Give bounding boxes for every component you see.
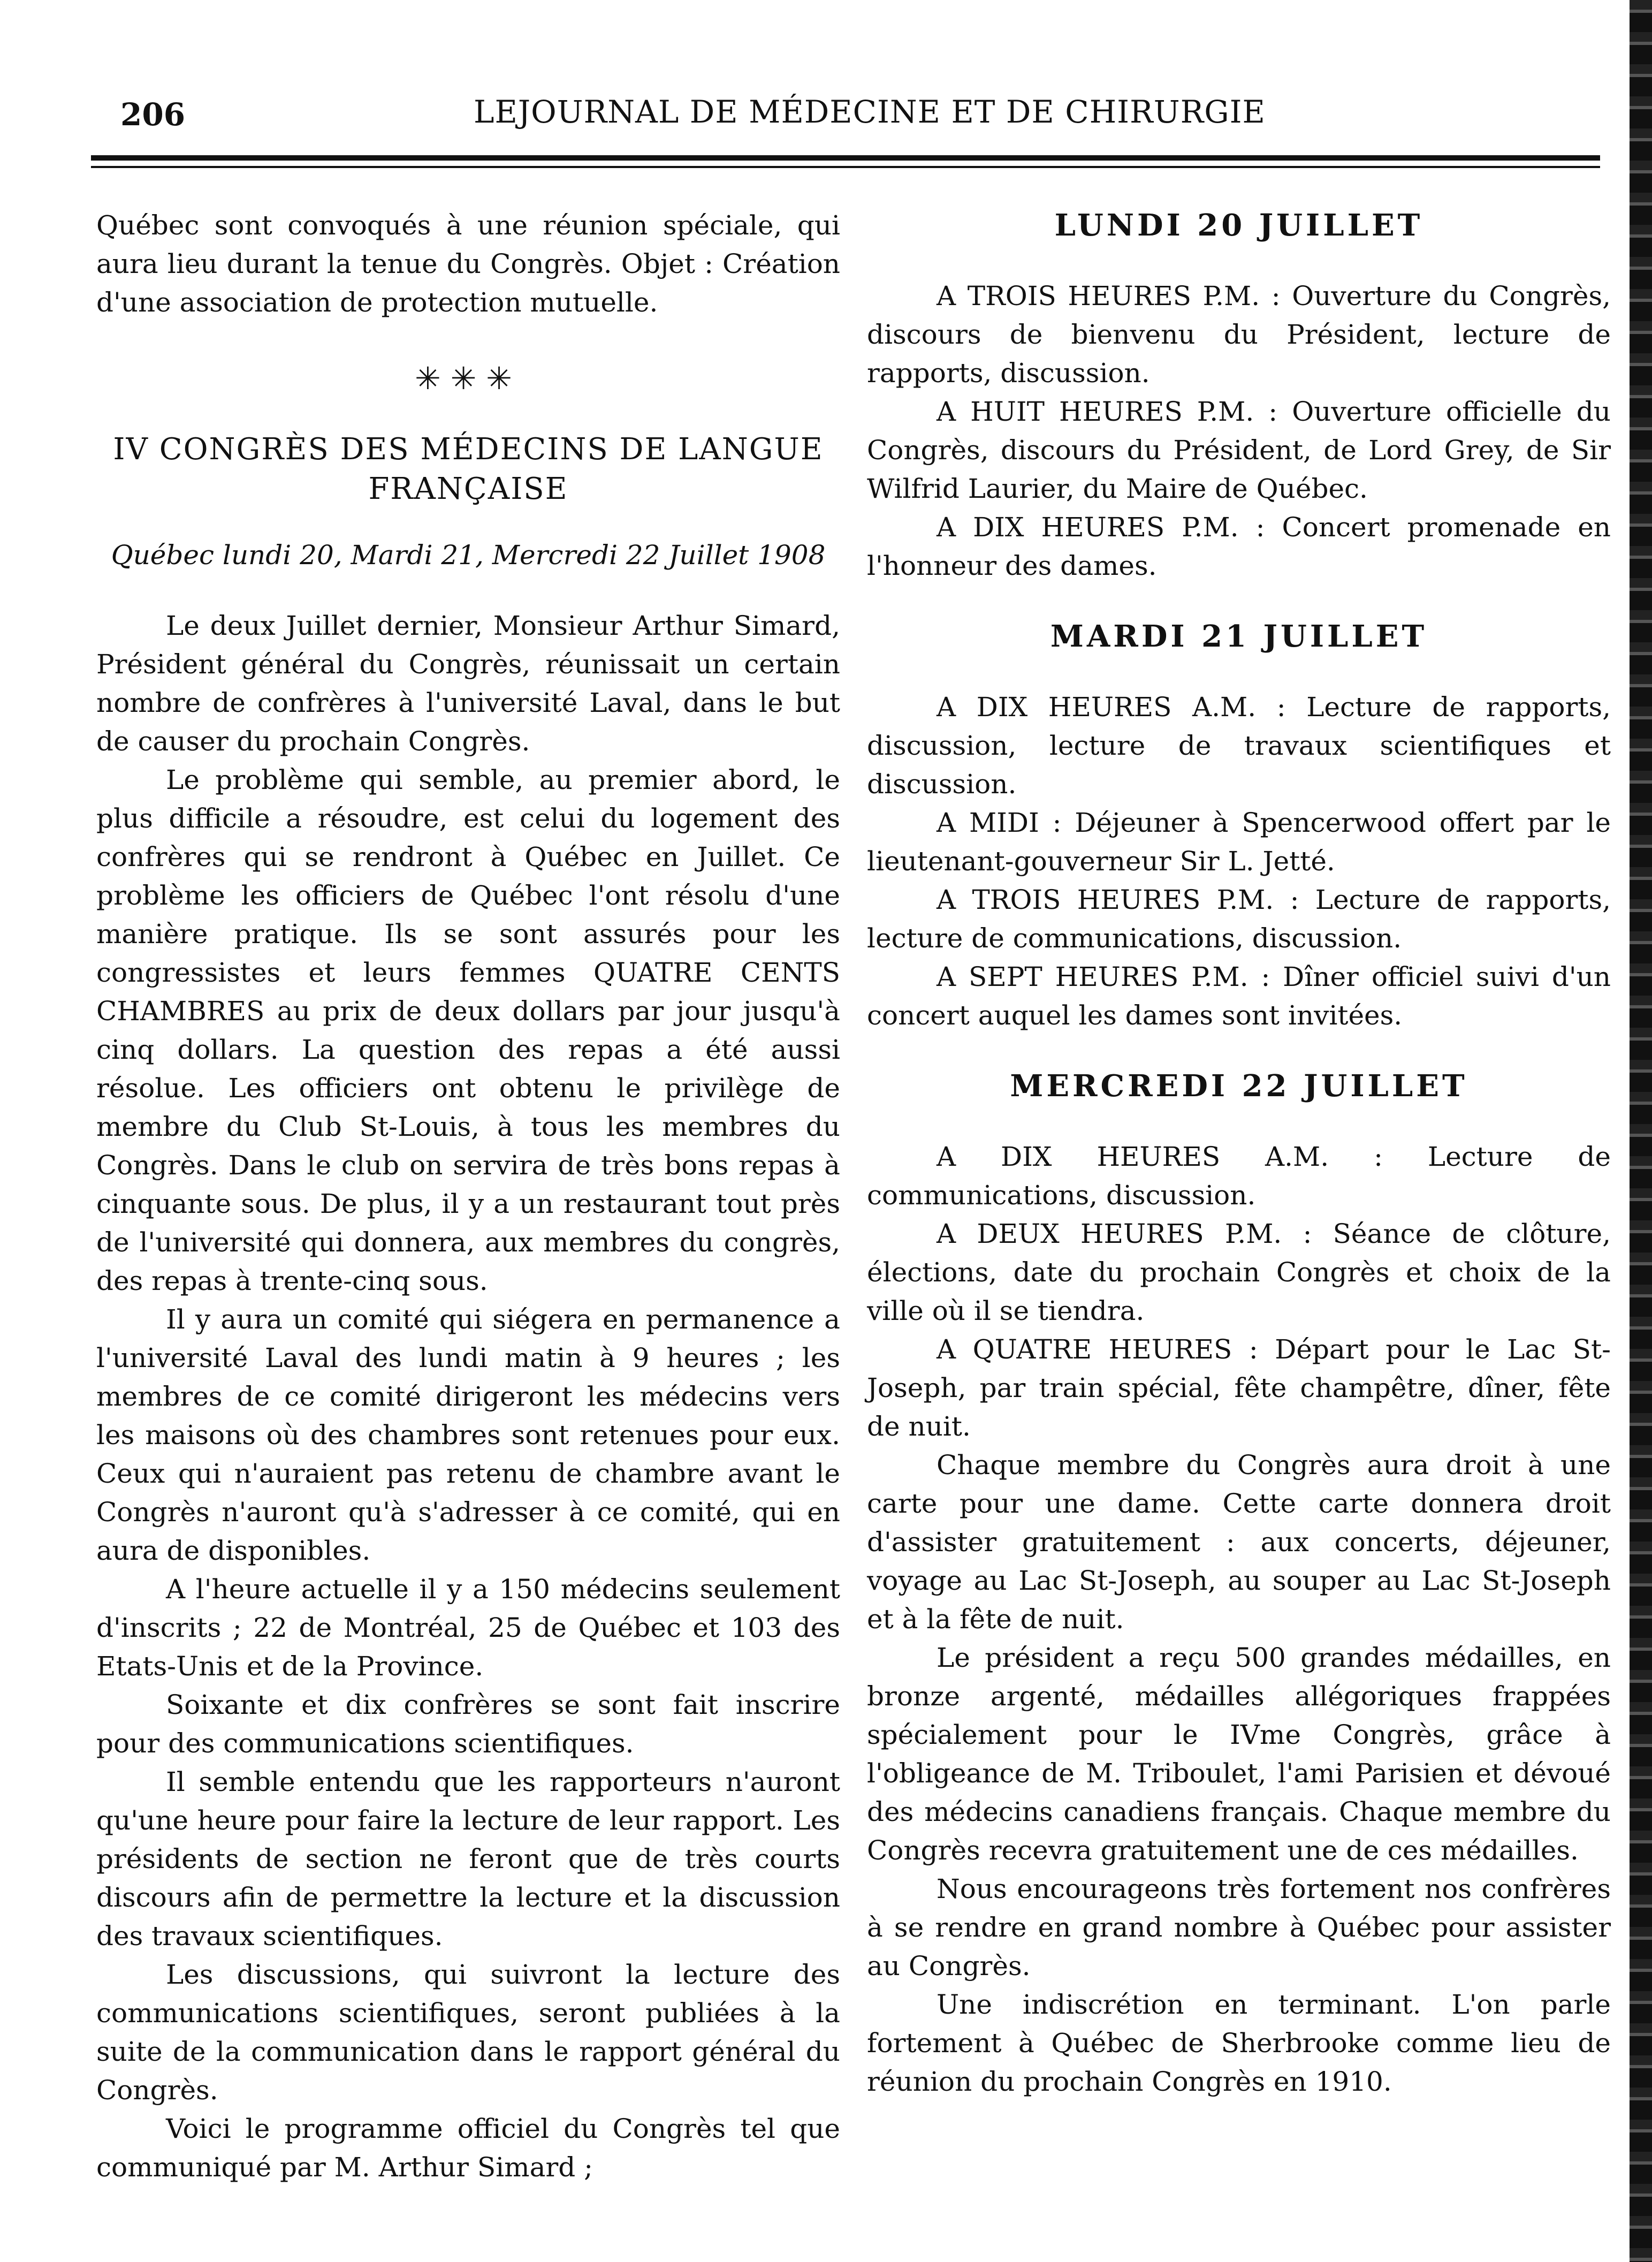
- paragraph: A l'heure actuelle il y a 150 médecins seulement d'inscrits ; 22 de Montréal, 25 de Québec et 103 des Etats-Unis et de la Province.: [96, 1574, 840, 1682]
- paragraph: Nous encourageons très fortement nos confrères à se rendre en grand nombre à Québec pour assister au Congrès.: [867, 1873, 1611, 1982]
- section-separator-asterisks: ✳✳✳: [415, 360, 522, 397]
- page-number: 206: [120, 96, 186, 133]
- program-item: A TROIS HEURES P.M. : Lecture de rapports, lecture de communications, discussion.: [867, 884, 1611, 954]
- paragraph: Le président a reçu 500 grandes médailles, en bronze argenté, médailles allégoriques frappées spécialement pour le IVme Congrès, grâce à l'obligeance de M. Triboulet, l'ami Parisien et dévoué des médecins canadiens français. Chaque membre du Congrès recevra gratuitement une de ces médailles.: [867, 1642, 1611, 1866]
- page-edge-scan-border: [1630, 0, 1652, 2262]
- page-header: [91, 91, 1600, 139]
- spacer: [867, 585, 1611, 617]
- paragraph: Le problème qui semble, au premier abord, le plus difficile a résoudre, est celui du logement des confrères qui se rendront à Québec en Juillet. Ce problème les officiers de Québec l'ont résolu d'une manière pratique. Ils se sont assurés pour les congressistes et leurs femmes QUATRE CENTS CHAMBRES au prix de deux dollars par jour jusqu'à cinq dollars. La question des repas a été aussi résolue. Les officiers ont obtenu le privilège de membre du Club St-Louis, à tous les membres du Congrès. Dans le club on servira de très bons repas à cinquante sous. De plus, il y a un restaurant tout près de l'université qui donnera, aux membres du congrès, des repas à trente-cinq sous.: [96, 764, 840, 1296]
- paragraph: Soixante et dix confrères se sont fait inscrire pour des communications scientifiques.: [96, 1689, 840, 1759]
- right-column: [867, 206, 1611, 2112]
- header-rule-thick: [91, 155, 1600, 161]
- left-column: [96, 206, 840, 2183]
- running-title: LEJOURNAL DE MÉDECINE ET DE CHIRURGIE: [474, 94, 1266, 130]
- paragraph: Voici le programme officiel du Congrès tel que communiqué par M. Arthur Simard ;: [96, 2113, 840, 2183]
- program-item: A HUIT HEURES P.M. : Ouverture officielle du Congrès, discours du Président, de Lord Grey, de Sir Wilfrid Laurier, du Maire de Québec.: [867, 396, 1611, 504]
- paragraph: Il y aura un comité qui siégera en permanence a l'université Laval des lundi matin à 9 heures ; les membres de ce comité dirigeront les médecins vers les maisons où des chambres sont retenues pour eux. Ceux qui n'auraient pas retenu de chambre avant le Congrès n'auront qu'à s'adresser à ce comité, qui en aura de disponibles.: [96, 1304, 840, 1566]
- header-rule-thin: [91, 166, 1600, 168]
- program-item: A MIDI : Déjeuner à Spencerwood offert par le lieutenant-gouverneur Sir L. Jetté.: [867, 807, 1611, 877]
- program-item: A DIX HEURES A.M. : Lecture de rapports, discussion, lecture de travaux scientifiques et discussion.: [867, 692, 1611, 800]
- paragraph: Une indiscrétion en terminant. L'on parle fortement à Québec de Sherbrooke comme lieu de réunion du prochain Congrès en 1910.: [867, 1989, 1611, 2097]
- paragraph: Les discussions, qui suivront la lecture des communications scientifiques, seront publiées à la suite de la communication dans le rapport général du Congrès.: [96, 1959, 840, 2106]
- program-item: A DEUX HEURES P.M. : Séance de clôture, élections, date du prochain Congrès et choix de la ville où il se tiendra.: [867, 1218, 1611, 1326]
- program-item: A DIX HEURES P.M. : Concert promenade en l'honneur des dames.: [867, 512, 1611, 581]
- section-title: IV CONGRÈS DES MÉDECINS DE LANGUE FRANÇAISE: [113, 432, 824, 506]
- program-item: A QUATRE HEURES : Départ pour le Lac St-Joseph, par train spécial, fête champêtre, dîner, fête de nuit.: [867, 1334, 1611, 1442]
- day-heading-mercredi: MERCREDI 22 JUILLET: [1010, 1068, 1468, 1104]
- paragraph: Il semble entendu que les rapporteurs n'auront qu'une heure pour faire la lecture de leur rapport. Les présidents de section ne feront que de très courts discours afin de permettre la lecture et la discussion des travaux scientifiques.: [96, 1766, 840, 1952]
- day-heading-mardi: MARDI 21 JUILLET: [1050, 619, 1428, 654]
- paragraph: Québec sont convoqués à une réunion spéciale, qui aura lieu durant la tenue du Congrès. Objet : Création d'une association de protection mutuelle.: [96, 210, 840, 318]
- day-heading-lundi: LUNDI 20 JUILLET: [1054, 208, 1423, 243]
- program-item: A DIX HEURES A.M. : Lecture de communications, discussion.: [867, 1141, 1611, 1211]
- spacer: [867, 1035, 1611, 1067]
- dateline: Québec lundi 20, Mardi 21, Mercredi 22 Juillet 1908: [111, 540, 826, 571]
- program-item: A TROIS HEURES P.M. : Ouverture du Congrès, discours de bienvenu du Président, lecture de rapports, discussion.: [867, 280, 1611, 389]
- paragraph: Le deux Juillet dernier, Monsieur Arthur Simard, Président général du Congrès, réunissait un certain nombre de confrères à l'université Laval, dans le but de causer du prochain Congrès.: [96, 610, 840, 757]
- paragraph: Chaque membre du Congrès aura droit à une carte pour une dame. Cette carte donnera droit d'assister gratuitement : aux concerts, déjeuner, voyage au Lac St-Joseph, au souper au Lac St-Joseph et à la fête de nuit.: [867, 1449, 1611, 1635]
- program-item: A SEPT HEURES P.M. : Dîner officiel suivi d'un concert auquel les dames sont invitées.: [867, 961, 1611, 1031]
